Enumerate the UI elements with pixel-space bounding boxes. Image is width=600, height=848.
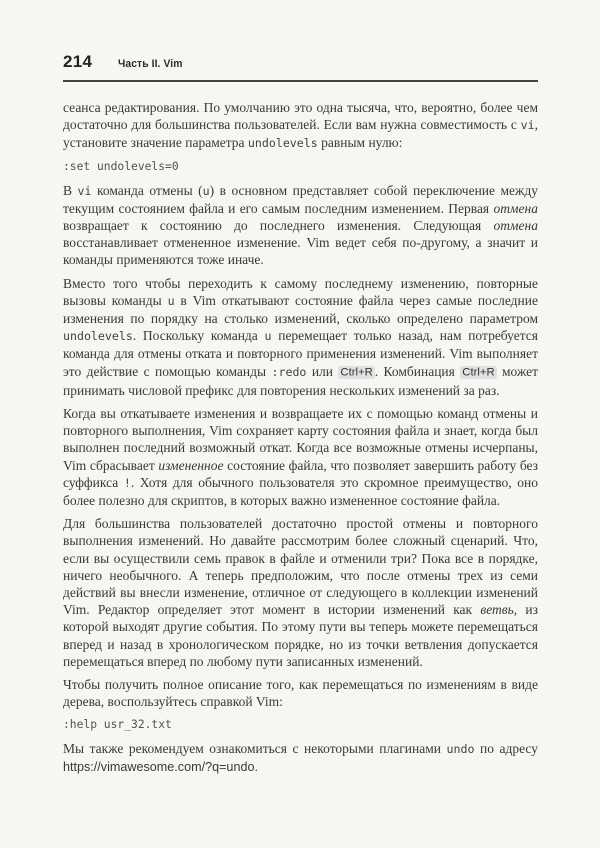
text-segment: в Vim откатывают состояние файла через самые последние изменения по порядку на столько изменений, сколько определено параметром <box>63 292 538 327</box>
paragraph <box>63 182 538 269</box>
text-segment: или <box>306 363 339 379</box>
text-segment: В <box>63 182 78 198</box>
text-segment: . Поскольку команда <box>132 328 265 344</box>
text-segment: команда отмены ( <box>91 182 203 198</box>
text-segment: перемещает только назад, нам потребуется команда для отмены отката и повторного применения изменений. Vim выполняет это действие с помощью команды <box>63 328 538 379</box>
code-block: :help usr_32.txt <box>63 717 172 731</box>
inline-code: vi <box>520 118 535 133</box>
text-segment: Когда вы откатываете изменения и возвращаете их с помощью команд отмены и повторного выполнения, Vim сохраняет карту состояния файла и знает, когда был выполнен последний возможный откат. Когда все возможные отмены исчерпаны, Vim сбрасывает <box>63 406 538 473</box>
text-segment: , установите значение параметра <box>63 117 538 151</box>
text-segment: , из которой выходят другие события. По этому пути вы теперь можете перемещаться вперед и назад в хронологическом порядке, но из точки ветвления допускается перемещаться вперед по любому пути записанных изменений. <box>63 602 538 669</box>
paragraph <box>63 405 538 509</box>
running-title: Часть II. Vim <box>118 58 183 70</box>
emphasis-text: ветвь <box>480 602 514 618</box>
page-body <box>63 99 538 776</box>
text-segment: равным нулю: <box>317 135 403 151</box>
inline-code: ! <box>123 475 131 490</box>
inline-code: u <box>167 293 175 308</box>
text-segment: Мы также рекомендуем ознакомиться с некоторыми плагинами <box>63 740 447 756</box>
emphasis-text: измененное <box>158 457 224 473</box>
paragraph <box>63 676 538 710</box>
text-segment: Чтобы получить полное описание того, как перемещаться по изменениям в виде дерева, воспользуйтесь справкой Vim: <box>63 677 538 710</box>
page-header <box>63 52 538 72</box>
text-segment: . Комбинация <box>374 363 461 379</box>
emphasis-text: отмена <box>493 200 538 216</box>
paragraph <box>63 99 538 153</box>
emphasis-text: отмена <box>493 218 538 234</box>
text-segment: состояние файла, что позволяет завершить работу без суффикса <box>63 457 538 490</box>
paragraph <box>63 740 538 776</box>
inline-code: u <box>202 183 210 198</box>
text-segment: восстанавливает отмененное изменение. Vim ведет себя по-другому, а значит и команды применяются тоже иначе. <box>63 235 538 268</box>
url-text: https://vimawesome.com/?q=undo. <box>63 759 258 774</box>
header-rule <box>63 80 538 82</box>
text-segment: Вместо того чтобы переходить к самому последнему изменению, повторные вызовы команды <box>63 275 538 308</box>
inline-code: undolevels <box>247 136 318 151</box>
keyboard-key: Ctrl+R <box>340 366 373 379</box>
paragraph <box>63 515 538 670</box>
text-segment: ) в основном представляет собой переключение между текущим состоянием файла и его самым последним изменением. Первая <box>63 182 538 216</box>
inline-code: undolevels <box>63 329 133 344</box>
text-segment: сеанса редактирования. По умолчанию это одна тысяча, что, вероятно, более чем достаточно для большинства пользователей. Если вам нужна совместимость с <box>63 100 538 133</box>
text-segment: по адресу <box>474 740 538 756</box>
text-segment: . Хотя для обычного пользователя это скромное преимущество, оно более полезно для скриптов, в которых важно измененное состояние файла. <box>63 474 538 509</box>
text-segment: возвращает к состоянию до последнего изменения. Следующая <box>63 218 494 234</box>
inline-code: u <box>264 329 272 344</box>
text-segment: Для большинства пользователей достаточно простой отмены и повторного выполнения изменений. Но давайте рассмотрим более сложный сценарий. Что, если вы осуществили семь правок в файле и отменили три? Пока все в порядке, ничего необычного. А теперь предположим, что после отмены трех из семи действий вы внесли изменение, отличное от следующего в коллекции изменений Vim. Редактор определяет этот момент в истории изменений как <box>63 516 538 618</box>
text-segment: может принимать числовой префикс для повторения нескольких изменений за раз. <box>63 363 539 398</box>
keyboard-key: Ctrl+R <box>462 366 495 379</box>
code-block: :set undolevels=0 <box>63 159 179 173</box>
inline-code: vi <box>77 183 92 198</box>
paragraph <box>63 275 538 399</box>
inline-code: :redo <box>271 364 307 379</box>
page-number: 214 <box>63 52 93 71</box>
inline-code: undo <box>446 741 475 756</box>
